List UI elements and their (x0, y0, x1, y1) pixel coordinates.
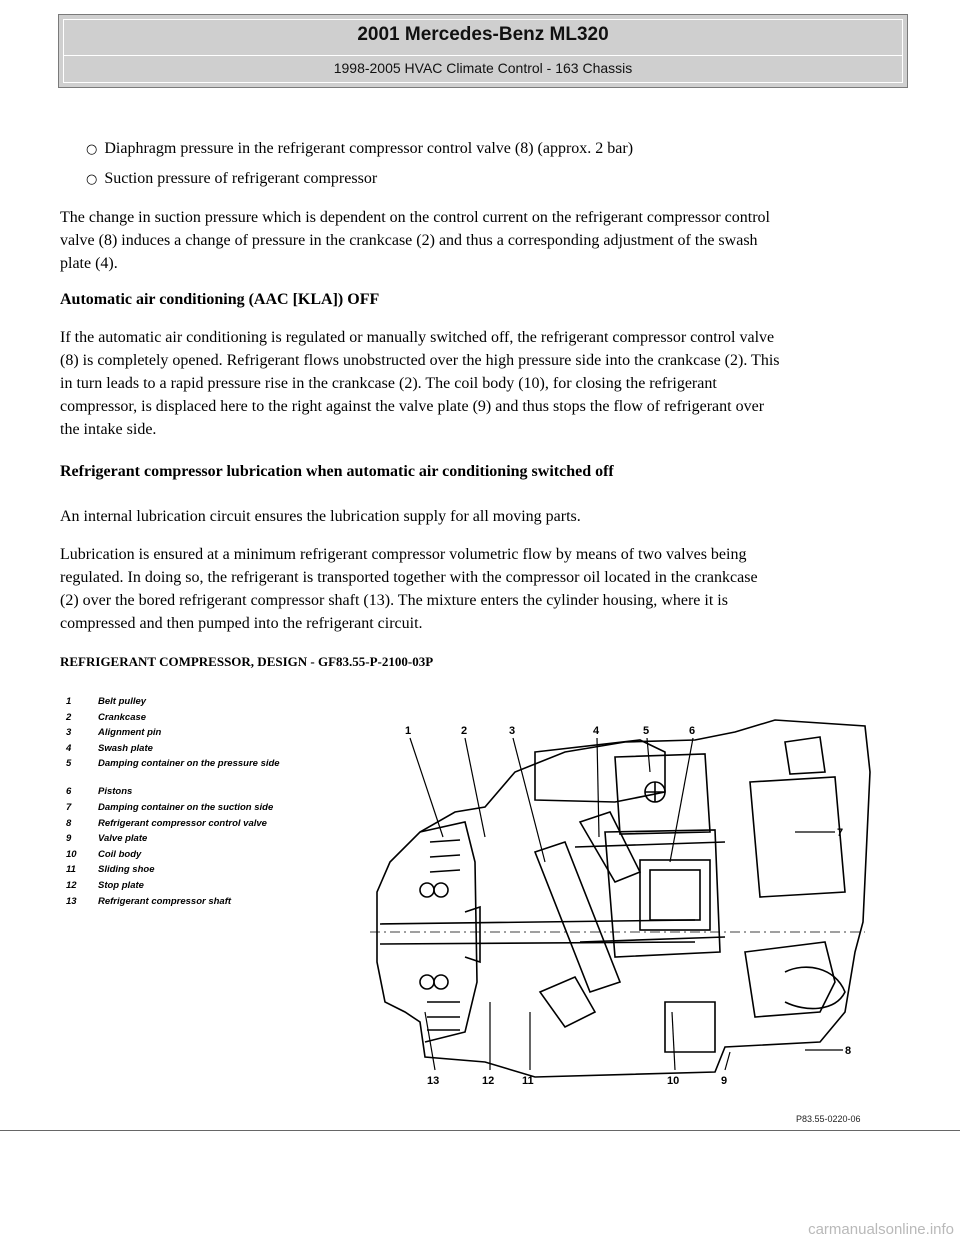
legend-label: Refrigerant compressor shaft (98, 895, 232, 907)
bullet-circle-icon: ○ (86, 172, 98, 187)
legend-number: 6 (66, 786, 72, 798)
text-line: compressed and then pumped into the refrigerant circuit. (60, 615, 423, 632)
text-line: in turn leads to a rapid pressure rise in the crankcase (2). The coil body (10), for closing the refrigerant (60, 375, 717, 392)
callout-2: 2 (461, 725, 468, 737)
text-line: compressor, is displaced here to the right against the valve plate (9) and thus stops the flow of refrigerant over (60, 398, 765, 415)
bullet-text: Diaphragm pressure in the refrigerant compressor control valve (8) (approx. 2 bar) (104, 140, 634, 157)
figure-caption: REFRIGERANT COMPRESSOR, DESIGN - GF83.55-P-2100-03P (60, 654, 434, 669)
figure-legend (66, 696, 326, 911)
figure-reference-id: P83.55-0220-06 (796, 1114, 861, 1124)
compressor-outline (377, 720, 870, 1077)
legend-row (66, 727, 326, 743)
paragraph-lubrication-detail (60, 543, 910, 635)
callout-10: 10 (667, 1075, 680, 1087)
legend-label: Damping container on the suction side (98, 801, 274, 813)
bullet-circle-icon: ○ (86, 142, 98, 157)
legend-row (66, 864, 326, 880)
legend-number: 10 (66, 848, 77, 860)
legend-row (66, 786, 326, 802)
legend-number: 5 (66, 758, 72, 770)
legend-row (66, 880, 326, 896)
section-heading-lubrication: Refrigerant compressor lubrication when automatic air conditioning switched off (60, 463, 614, 480)
callout-1: 1 (405, 725, 412, 737)
callout-6: 6 (689, 725, 696, 737)
section-heading-aac-off: Automatic air conditioning (AAC [KLA]) OFF (60, 291, 380, 308)
legend-row (66, 743, 326, 759)
text-line: The change in suction pressure which is dependent on the control current on the refrigerant compressor control (60, 209, 770, 226)
paragraph-lubrication-circuit: An internal lubrication circuit ensures the lubrication supply for all moving parts. (60, 508, 581, 525)
text-line: valve (8) induces a change of pressure in the crankcase (2) and thus a corresponding adjustment of the swash (60, 232, 758, 249)
legend-label: Damping container on the pressure side (98, 758, 280, 770)
legend-number: 13 (66, 895, 77, 907)
legend-label: Stop plate (98, 879, 144, 891)
paragraph-swash-adjustment (60, 206, 910, 275)
callout-5: 5 (643, 725, 650, 737)
legend-label: Valve plate (98, 833, 148, 845)
legend-number: 2 (66, 711, 72, 723)
legend-number: 4 (66, 742, 72, 754)
legend-row (66, 712, 326, 728)
text-line: regulated. In doing so, the refrigerant is transported together with the compressor oil located in the crankcase (60, 569, 758, 586)
legend-label: Refrigerant compressor control valve (98, 817, 267, 829)
text-line: If the automatic air conditioning is regulated or manually switched off, the refrigerant compressor control valve (60, 329, 775, 346)
callout-13: 13 (427, 1075, 440, 1087)
callout-9: 9 (721, 1075, 728, 1087)
page-header (58, 14, 908, 88)
legend-number: 8 (66, 817, 72, 829)
text-line: (8) is completely opened. Refrigerant flows unobstructed over the high pressure side into the crankcase (2). This (60, 352, 780, 369)
text-line: the intake side. (60, 421, 157, 438)
watermark: carmanualsonline.info (808, 1221, 954, 1238)
legend-row (66, 802, 326, 818)
legend-number: 11 (66, 864, 76, 876)
text-line: (2) over the bored refrigerant compressor shaft (13). The mixture enters the cylinder housing, where it is (60, 592, 728, 609)
header-title: 2001 Mercedes-Benz ML320 (357, 24, 609, 45)
bullet-item (86, 139, 633, 160)
legend-label: Sliding shoe (98, 864, 155, 876)
header-subtitle: 1998-2005 HVAC Climate Control - 163 Chassis (333, 60, 633, 76)
callout-7: 7 (837, 827, 844, 839)
legend-number: 7 (66, 801, 72, 813)
legend-row (66, 896, 326, 912)
legend-label: Pistons (98, 786, 133, 798)
bullet-text: Suction pressure of refrigerant compressor (104, 170, 378, 187)
header-divider (63, 55, 903, 56)
text-line: plate (4). (60, 255, 118, 272)
paragraph-aac-off (60, 326, 910, 441)
callout-8: 8 (845, 1045, 852, 1057)
legend-row (66, 818, 326, 834)
legend-label: Swash plate (98, 742, 153, 754)
legend-row (66, 849, 326, 865)
legend-number: 1 (66, 696, 72, 707)
legend-number: 3 (66, 727, 72, 739)
page-bottom-rule (0, 1130, 960, 1131)
legend-number: 9 (66, 833, 72, 845)
legend-label: Crankcase (98, 711, 147, 723)
legend-number: 12 (66, 879, 77, 891)
text-line: Lubrication is ensured at a minimum refrigerant compressor volumetric flow by means of two valves being (60, 546, 747, 563)
legend-label: Belt pulley (98, 696, 147, 707)
compressor-cross-section-diagram (365, 712, 885, 1132)
legend-label: Coil body (98, 848, 142, 860)
bullet-item (86, 169, 377, 190)
callout-4: 4 (593, 725, 600, 737)
legend-row (66, 833, 326, 849)
callout-12: 12 (482, 1075, 495, 1087)
legend-label: Alignment pin (98, 727, 162, 739)
callout-3: 3 (509, 725, 516, 737)
legend-row (66, 696, 326, 712)
callout-11: 11 (522, 1075, 534, 1087)
legend-row (66, 758, 326, 786)
